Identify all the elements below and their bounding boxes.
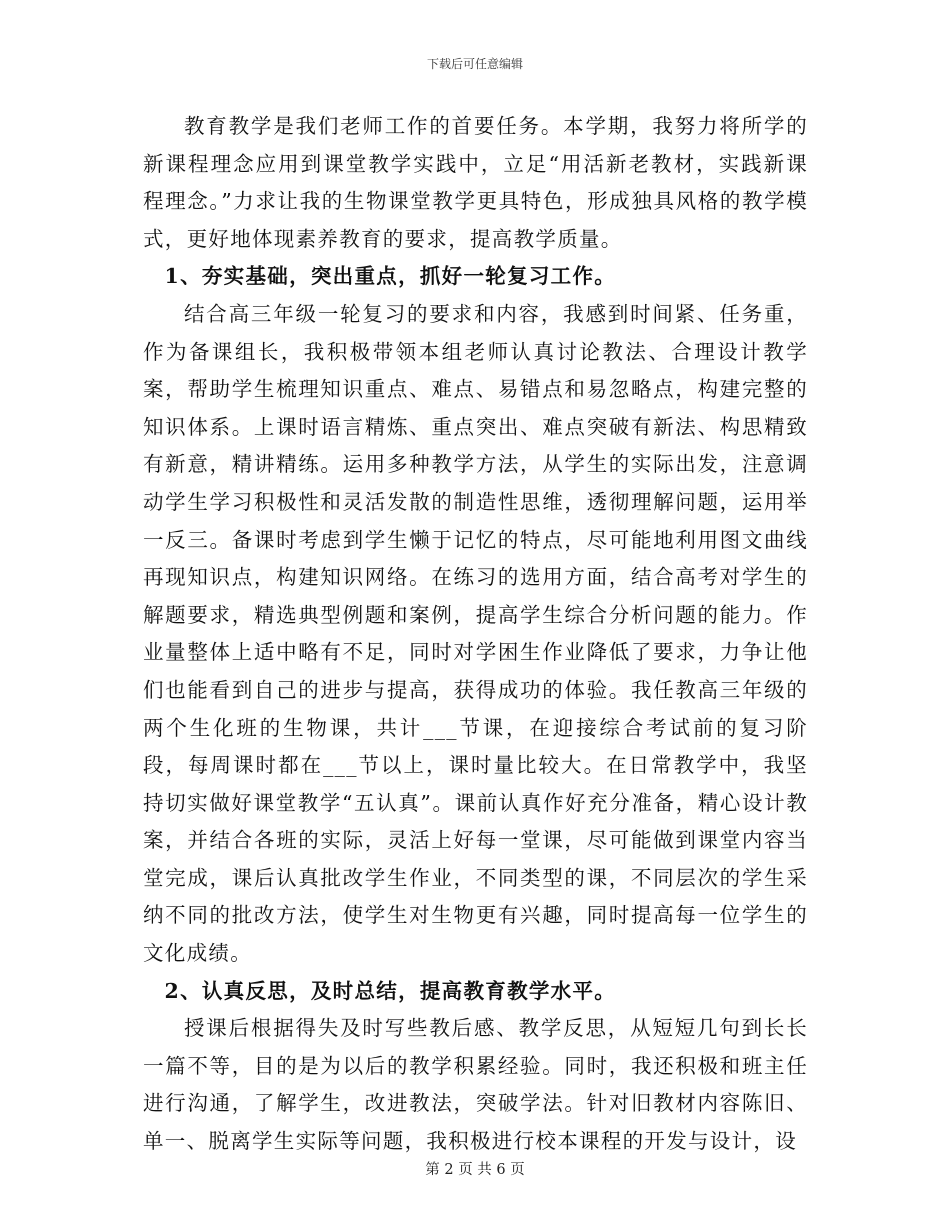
page-header: 下载后可任意编辑 [426, 57, 523, 71]
page-number-footer: 第 2 页 共 6 页 [425, 1162, 525, 1178]
intro-paragraph: 教育教学是我们老师工作的首要任务。本学期，我努力将所学的新课程理念应用到课堂教学实践中，立足“用活新老教材，实践新课程理念。”力求让我的生物课堂教学更具特色，形成独具风格的教学模式，更好地体现素养教育的要求，提高教学质量。 [143, 114, 808, 251]
document-body [143, 108, 808, 1161]
section-paragraph-2: 授课后根据得失及时写些教后感、教学反思，从短短几句到长长一篇不等，目的是为以后的教学积累经验。同时，我还积极和班主任进行沟通，了解学生，改进教法，突破学法。针对旧教材内容陈旧、单一、脱离学生实际等问题，我积极进行校本课程的开发与设计，设 [143, 1016, 808, 1154]
section-heading-1: 1、夯实基础，突出重点，抓好一轮复习工作。 [164, 264, 617, 289]
section-heading-2: 2、认真反思，及时总结，提高教育教学水平。 [164, 978, 617, 1003]
section-paragraph-1: 结合高三年级一轮复习的要求和内容，我感到时间紧、任务重，作为备课组长，我积极带领本组老师认真讨论教法、合理设计教学案，帮助学生梳理知识重点、难点、易错点和易忽略点，构建完整的知识体系。上课时语言精炼、重点突出、难点突破有新法、构思精致有新意，精讲精练。运用多种教学方法，从学生的实际出发，注意调动学生学习积极性和灵活发散的制造性思维，透彻理解问题，运用举一反三。备课时考虑到学生懒于记忆的特点，尽可能地利用图文曲线再现知识点，构建知识网络。在练习的选用方面，结合高考对学生的解题要求，精选典型例题和案例，提高学生综合分析问题的能力。作业量整体上适中略有不足，同时对学困生作业降低了要求，力争让他们也能看到自己的进步与提高，获得成功的体验。我任教高三年级的两个生化班的生物课，共计___节课，在迎接综合考试前的复习阶段，每周课时都在___节以上，课时量比较大。在日常教学中，我坚持切实做好课堂教学“五认真”。课前认真作好充分准备，精心设计教案，并结合各班的实际，灵活上好每一堂课，尽可能做到课堂内容当堂完成，课后认真批改学生作业，不同类型的课，不同层次的学生采纳不同的批改方法，使学生对生物更有兴趣，同时提高每一位学生的文化成绩。 [143, 301, 808, 966]
